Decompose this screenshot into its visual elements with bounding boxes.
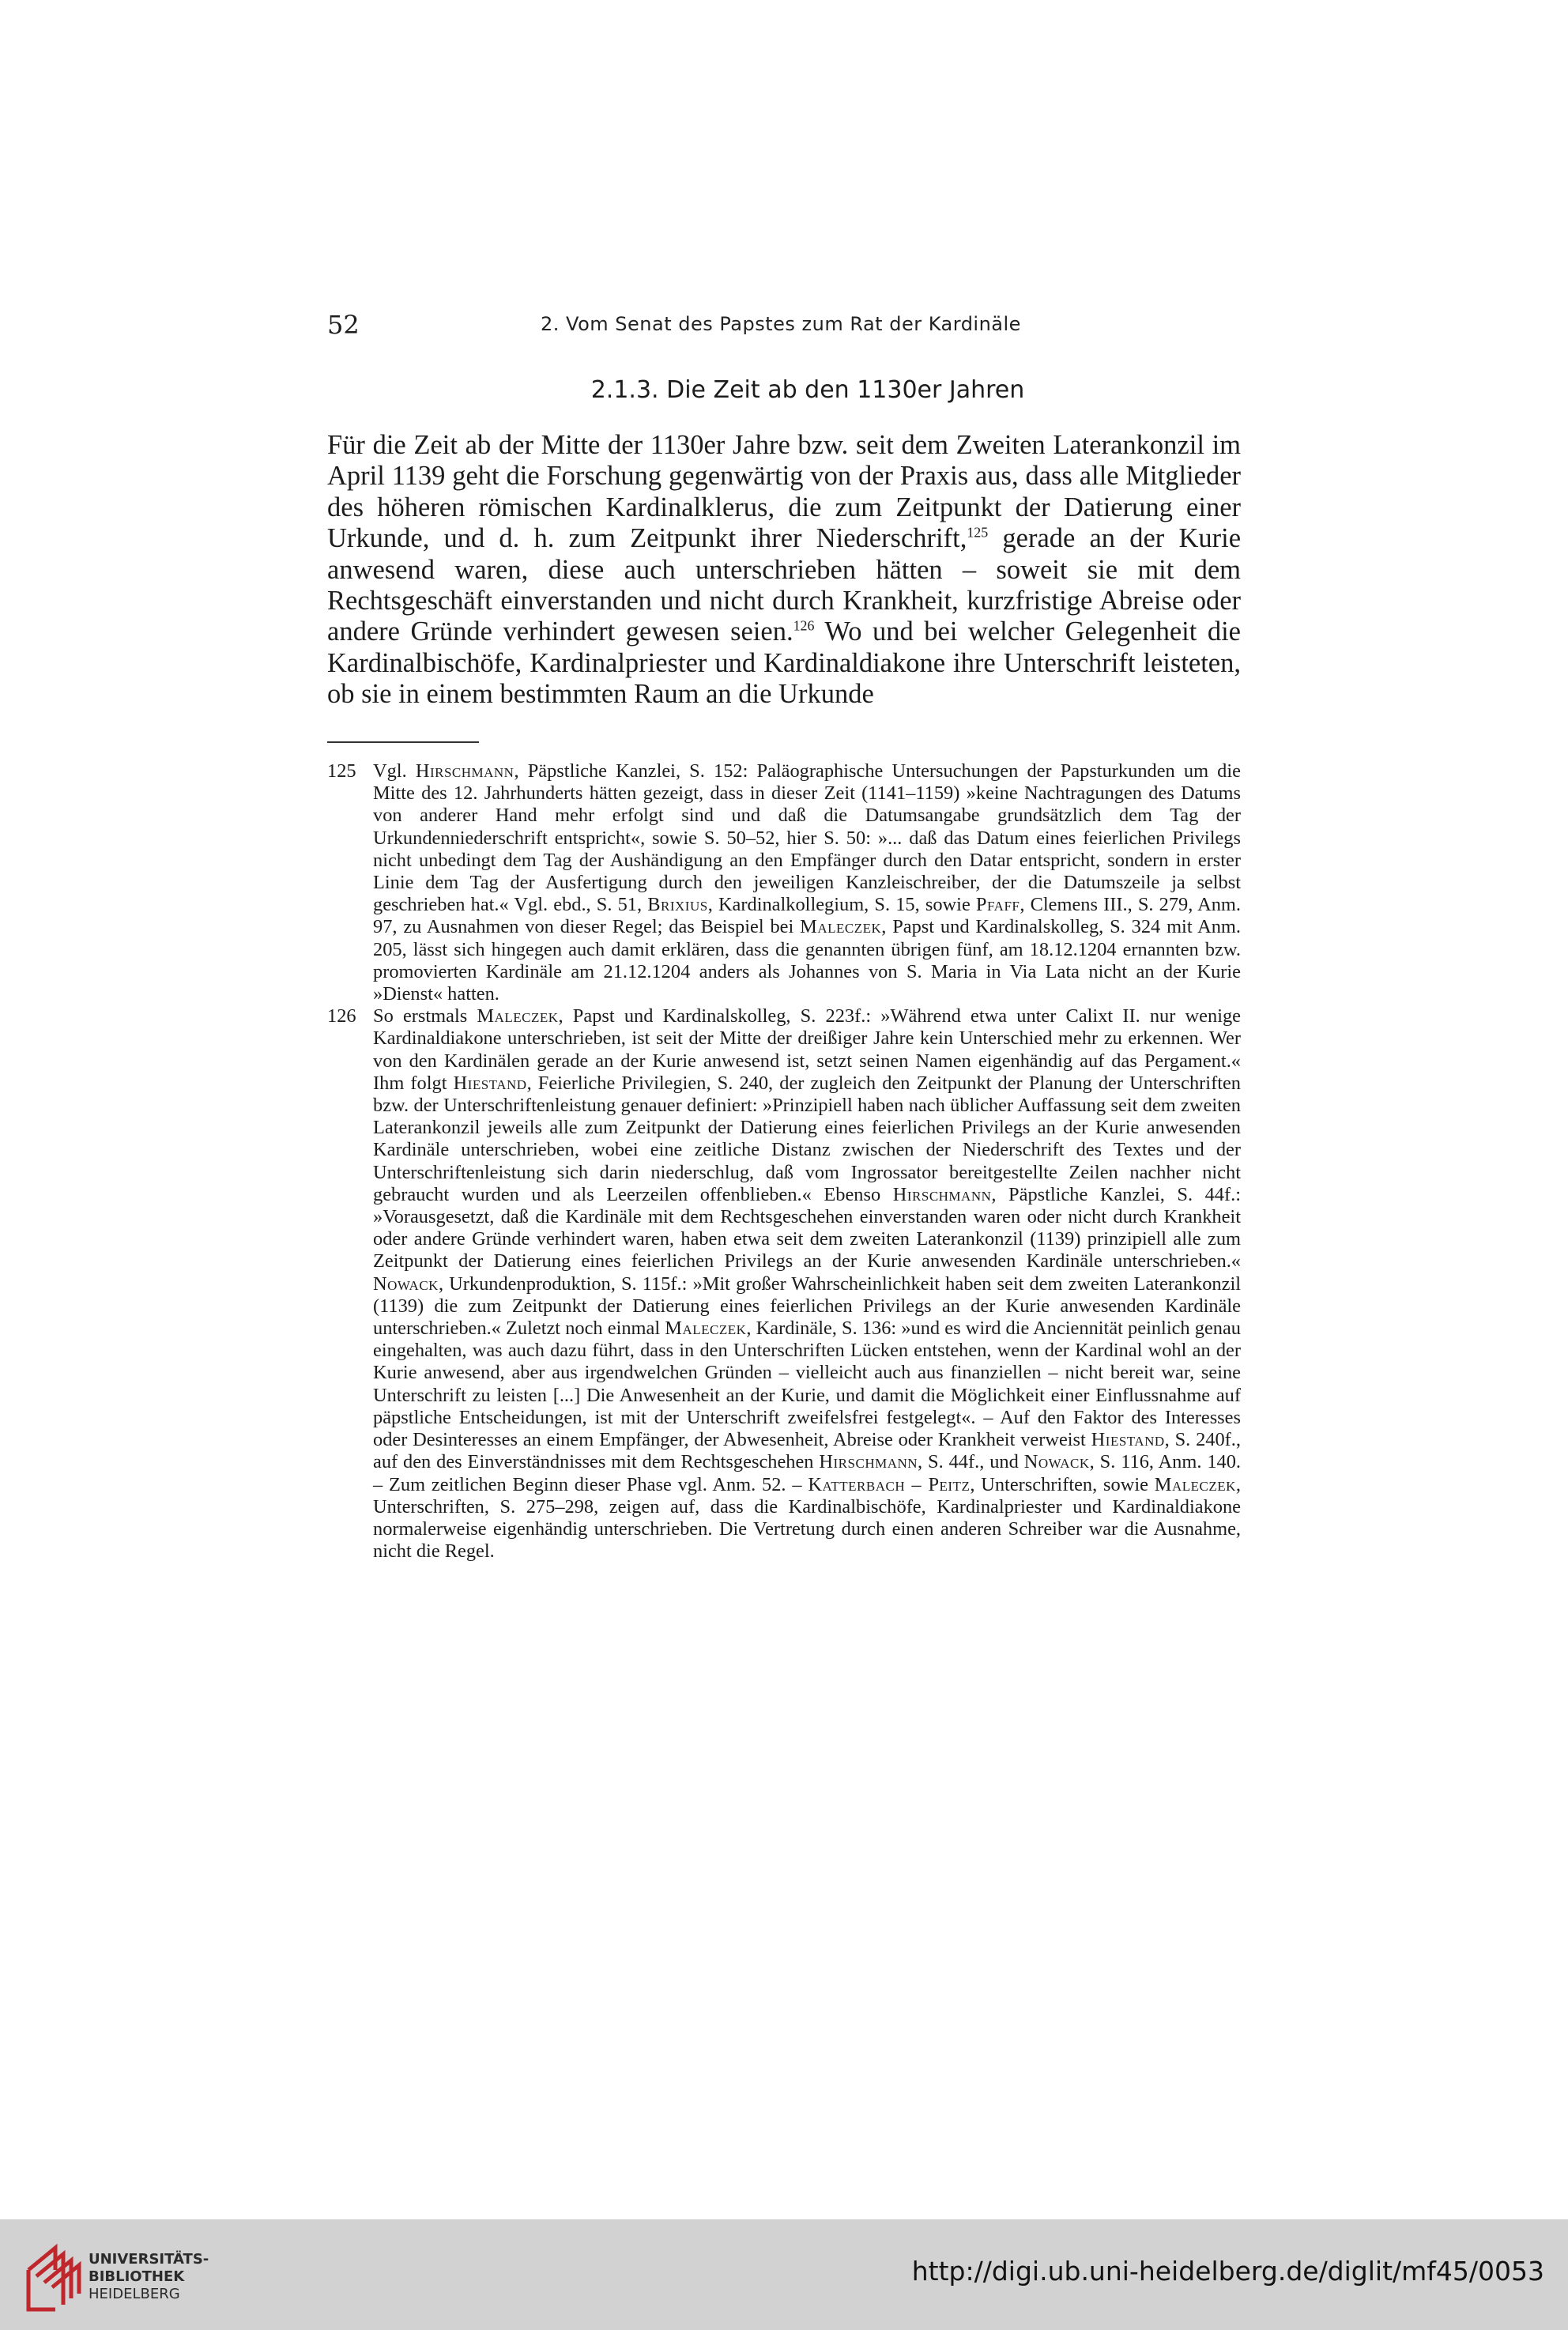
library-name-line: HEIDELBERG [89,2286,180,2302]
source-url-link[interactable]: http://digi.ub.uni-heidelberg.de/diglit/mf45/0053 [911,2256,1544,2287]
author-name: Maleczek [1154,1473,1236,1495]
footnote-text: , Kardinäle, S. 136: »und es wird die Anciennität peinlich genau eingehalten, was auch dazu führt, dass in den Unterschriften Lücken entstehen, wenn der Kardinal wohl an der Kurie anwesend, aber aus irgendwelchen Gründen – vielleicht auch aus finanziellen – nicht bereit war, seine Unterschrift zu leisten [...] Die Anwesenheit an der Kurie, und damit die Möglichkeit einer Einflussnahme auf päpstliche Entscheidungen, ist mit der Unterschrift zweifelsfrei festgelegt«. – Auf den Faktor des Interesses oder Desinteresses an einem Empfänger, der Abwesenheit, Abreise oder Krankheit verweist [373,1318,1241,1451]
body-text-segment: Für die Zeit ab der Mitte der 1130er Jahre bzw. seit dem Zweiten Laterankonzil im April 1139 geht die Forschung gegenwärtig von der Praxis aus, dass alle Mitglieder des höheren römischen Kardinalklerus, die zum Zeitpunkt der Datierung einer Urkunde, und d. h. zum Zeitpunkt ihrer Niederschrift, [327,430,1241,554]
footnote-text: , Papst und Kardinalskolleg, S. 324 mit Anm. 205, lässt sich hingegen auch damit erklären, dass die genannten übrigen fünf, am 18.12.1204 ernannten bzw. promovierten Kardinäle am 21.12.1204 anders als Johannes von S. Maria in Via Lata nicht an der Kurie »Dienst« hatten. [373,916,1241,1005]
footnote-text: , S. 240f., auf den des Einverständnisses mit dem Rechtsgeschehen [373,1429,1241,1473]
author-name: Maleczek [665,1318,747,1340]
body-paragraph [327,430,1241,711]
footnotes [327,760,1241,1563]
footnote-text: , Unterschriften, sowie [970,1473,1155,1495]
running-head: 2. Vom Senat des Papstes zum Rat der Kardinäle [541,313,1021,335]
section-heading: 2.1.3. Die Zeit ab den 1130er Jahren [590,376,1025,404]
author-name: Hirschmann [892,1183,992,1205]
author-name: Brixius [647,894,708,916]
footnote-ref-126[interactable]: 126 [793,617,815,634]
author-name: Pfaff [975,894,1020,916]
footnote-text: , Feierliche Privilegien, S. 240, der zugleich den Zeitpunkt der Planung der Unterschriften bzw. der Unterschriftenleistung genauer definiert: »Prinzipiell haben nach üblicher Auffassung seit dem zweiten Laterankonzil jeweils alle zum Zeitpunkt der Datierung eines feierlichen Privilegs an der Kurie anwesenden Kardinäle unterschrieben, wobei eine zeitliche Distanz zwischen der Niederschrift des Textes und der Unterschriftenleistung sich darin niederschlug, daß vom Ingrossator bereitgestellte Zeilen nachher nicht gebraucht wurden und als Leerzeilen offenblieben.« Ebenso [373,1072,1241,1205]
footnote-number: 126 [327,1005,356,1027]
footnote-text: , S. 44f., und [918,1451,1024,1473]
footnote-126 [327,1005,1241,1563]
footnote-text: So erstmals [373,1005,477,1027]
author-name: Hiestand [453,1072,527,1094]
author-name: Maleczek [800,916,882,938]
page-number: 52 [327,310,360,340]
footnote-number: 125 [327,760,356,782]
footnote-text: , Papst und Kardinalskolleg, S. 223f.: »Während etwa unter Calixt II. nur wenige Kardinaldiakone unterschrieben, ist seit der Mitte der dreißiger Jahre kein Unterschied mehr zu erkennen. Wer von den Kardinälen gerade an der Kurie anwesend ist, setzt seinen Namen eigenhändig auf das Pergament.« Ihm folgt [373,1005,1241,1094]
author-name: Hiestand [1091,1429,1165,1451]
footnote-text: , Kardinalkollegium, S. 15, sowie [707,894,976,916]
footnote-text: , S. 116, Anm. 140. – Zum zeitlichen Beginn dieser Phase vgl. Anm. 52. – [373,1451,1241,1495]
author-name: Hirschmann [819,1451,918,1473]
author-name: Nowack [1023,1451,1090,1473]
footnote-text: , Urkundenproduktion, S. 115f.: »Mit großer Wahrscheinlichkeit haben seit dem zweiten Laterankonzil (1139) die zum Zeitpunkt der Datierung eines feierlichen Privilegs an der Kurie anwesenden Kardinäle unterschrieben.« Zuletzt noch einmal [373,1272,1241,1340]
footnote-ref-125[interactable]: 125 [967,524,989,541]
footnote-text: Vgl. [373,760,416,782]
page-header [327,310,1241,341]
library-name-line: BIBLIOTHEK [89,2268,185,2285]
footnote-125 [327,760,1241,1005]
footnote-divider [327,741,479,743]
ub-heidelberg-logo-icon [24,2241,87,2314]
digitization-footer-bar [0,2219,1568,2330]
author-name: Katterbach – Peitz [808,1473,971,1495]
author-name: Nowack [373,1272,439,1295]
footnote-text: , Päpstliche Kanzlei, S. 152: Paläographische Untersuchungen der Papsturkunden um die Mitte des 12. Jahrhunderts hätten gezeigt, dass in dieser Zeit (1141–1159) »keine Nachtragungen des Datums von anderer Hand mehr erfolgt sind und daß die Datumsangabe grundsätzlich dem Tag der Urkundenniederschrift entspricht«, sowie S. 50–52, hier S. 50: »... daß das Datum eines feierlichen Privilegs nicht unbedingt dem Tag der Aushändigung an den Empfänger durch den Datar entspricht, sondern in erster Linie dem Tag der Ausfertigung durch den jeweiligen Kanzleischreiber, der die Datumszeile ja selbst geschrieben hat.« Vgl. ebd., S. 51, [373,760,1241,916]
body-text-segment: Wo und bei welcher Gelegenheit die Kardinalbischöfe, Kardinalpriester und Kardinaldiakone ihre Unterschrift leisteten, ob sie in einem bestimmten Raum an die Urkunde [327,616,1241,710]
footnote-text: , Clemens III., S. 279, Anm. 97, zu Ausnahmen von dieser Regel; das Beispiel bei [373,894,1241,938]
footnote-text: , Päpstliche Kanzlei, S. 44f.: »Vorausgesetzt, daß die Kardinäle mit dem Rechtsgeschehen einverstanden waren oder nicht durch Krankheit oder andere Gründe verhindert waren, haben etwa seit dem zweiten Laterankonzil (1139) prinzipiell alle zum Zeitpunkt der Datierung eines feierlichen Privilegs an der Kurie anwesenden Kardinäle unterschrieben.« [373,1183,1241,1272]
author-name: Hirschmann [415,760,514,782]
library-name-line: UNIVERSITÄTS- [89,2251,209,2268]
library-name [89,2251,209,2303]
author-name: Maleczek [477,1005,559,1027]
body-text-segment: gerade an der Kurie anwesend waren, diese auch unterschrieben hätten – soweit sie mit dem Rechtsgeschäft einverstanden und nicht durch Krankheit, kurzfristige Abreise oder andere Gründe verhindert gewesen seien. [327,523,1242,647]
footnote-text: , Unterschriften, S. 275–298, zeigen auf, dass die Kardinalbischöfe, Kardinalpriester und Kardinaldiakone normalerweise eigenhändig unterschrieben. Die Vertretung durch einen anderen Schreiber war die Ausnahme, nicht die Regel. [373,1473,1241,1563]
